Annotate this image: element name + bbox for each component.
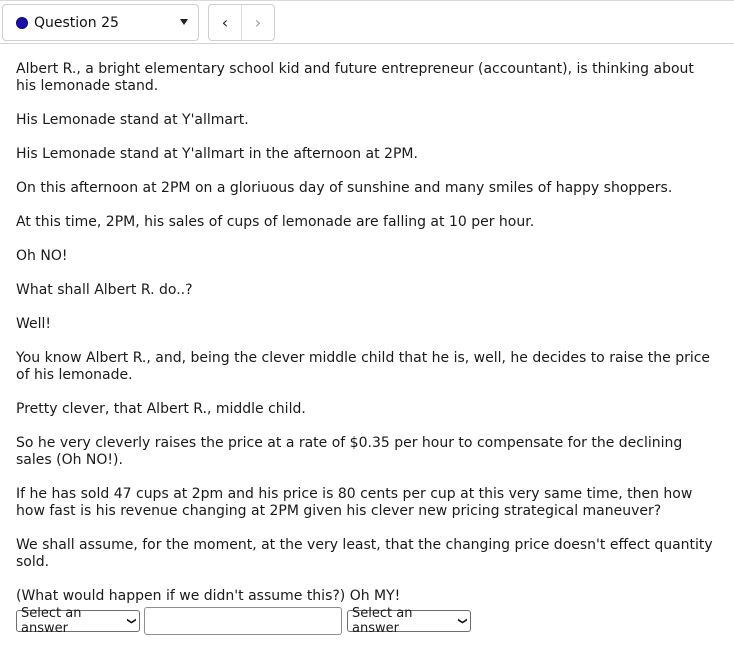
problem-paragraph: On this afternoon at 2PM on a gloriuous day of sunshine and many smiles of happy shoppers. [16,180,673,196]
problem-paragraph: We shall assume, for the moment, at the very least, that the changing price doesn't effect quantity sold. [16,537,713,570]
chevron-down-icon: ❯ [126,617,137,625]
status-dot-icon [16,17,28,29]
problem-paragraph: If he has sold 47 cups at 2pm and his price is 80 cents per cup at this very same time, then how how fast is his revenue changing at 2PM given his clever new pricing strategical maneuver? [16,486,693,519]
answer-select-1[interactable] [16,606,140,636]
chevron-left-icon: ‹ [221,13,229,32]
answer-input[interactable] [144,607,342,635]
problem-paragraph: His Lemonade stand at Y'allmart in the afternoon at 2PM. [16,146,418,162]
problem-paragraph: At this time, 2PM, his sales of cups of lemonade are falling at 10 per hour. [16,214,535,230]
problem-paragraph: What shall Albert R. do..? [16,282,193,298]
chevron-right-icon: › [254,13,262,32]
problem-paragraph: Well! [16,316,52,332]
answer-select-2-value: Select an answer [352,606,413,636]
problem-paragraph: Pretty clever, that Albert R., middle child. [16,401,306,417]
chevron-down-icon: ❯ [457,617,468,625]
previous-question-button[interactable] [209,5,242,40]
answer-select-2[interactable] [347,606,471,636]
problem-paragraph: So he very cleverly raises the price at a rate of $0.35 per hour to compensate for the declining sales (Oh NO!). [16,435,683,468]
question-toolbar [0,0,734,44]
problem-paragraph: You know Albert R., and, being the clever middle child that he is, well, he decides to raise the price of his lemonade. [16,350,711,383]
problem-paragraph: His Lemonade stand at Y'allmart. [16,112,249,128]
problem-text [16,61,716,622]
question-selector[interactable] [2,4,199,41]
next-question-button[interactable] [242,5,274,40]
answer-row [16,606,471,636]
question-label: Question 25 [34,14,119,31]
answer-select-1-value: Select an answer [21,606,82,636]
caret-down-icon [180,19,188,25]
problem-paragraph: Oh NO! [16,248,68,264]
problem-paragraph: Albert R., a bright elementary school kid and future entrepreneur (accountant), is thinking about his lemonade stand. [16,61,694,94]
problem-paragraph: (What would happen if we didn't assume this?) Oh MY! [16,588,401,604]
question-nav [208,4,275,41]
